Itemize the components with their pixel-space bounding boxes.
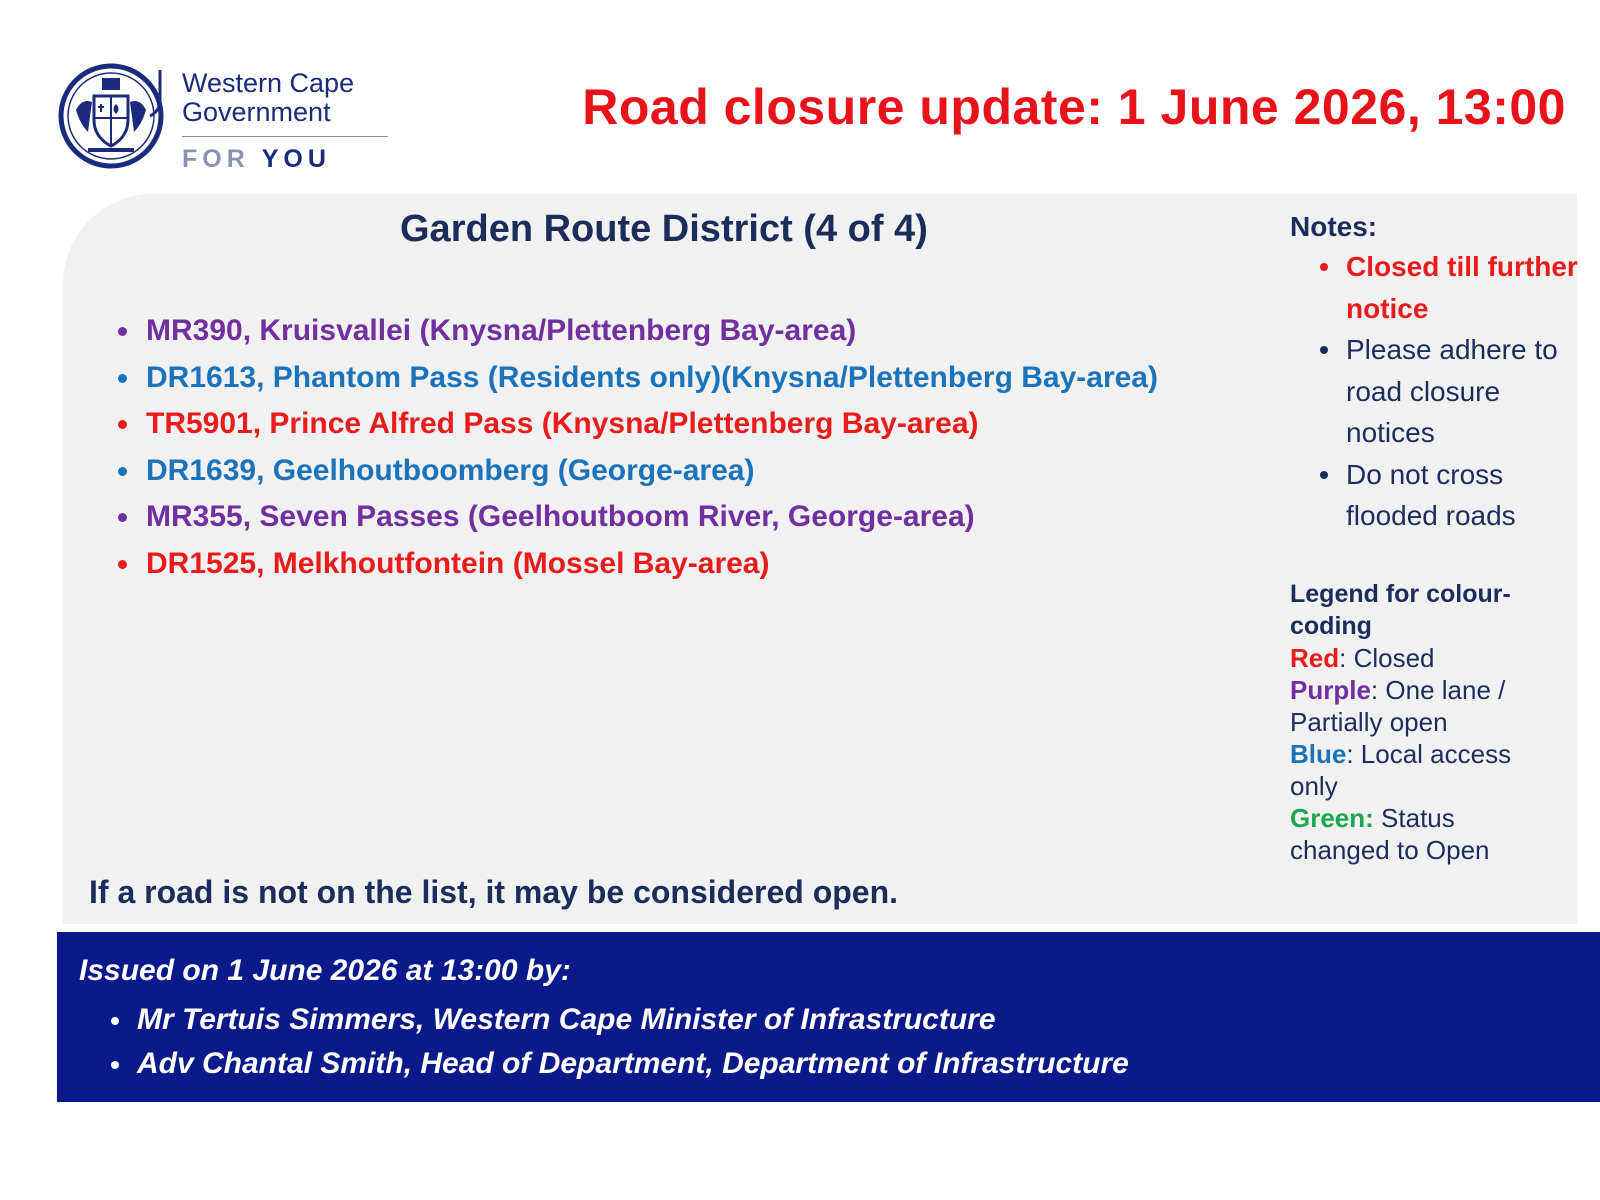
bullet-icon — [1320, 471, 1328, 479]
legend-row-red — [1290, 642, 1560, 674]
notes-section — [1290, 208, 1580, 537]
legend-key: Green — [1290, 803, 1366, 833]
road-text: DR1639, Geelhoutboomberg (George-area) — [146, 453, 755, 487]
road-item — [116, 448, 1226, 495]
brand-name-line1: Western Cape — [182, 68, 355, 98]
coat-of-arms-icon — [58, 60, 170, 172]
brand-name-line2: Government — [182, 97, 331, 127]
road-item — [116, 494, 1226, 541]
notes-title: Notes: — [1290, 211, 1378, 242]
note-item — [1290, 246, 1580, 329]
brand-divider — [182, 136, 388, 137]
legend-sep: : — [1370, 675, 1379, 705]
note-item — [1290, 329, 1580, 454]
road-item — [116, 308, 1226, 355]
colour-legend — [1290, 578, 1560, 866]
bullet-icon — [118, 560, 127, 569]
tagline-you: YOU — [261, 145, 331, 173]
notes-list — [1290, 246, 1580, 537]
note-text: Closed till further notice — [1346, 251, 1578, 324]
road-item — [116, 401, 1226, 448]
bullet-icon — [1320, 346, 1328, 354]
issued-heading: Issued on 1 June 2026 at 13:00 by: — [79, 954, 571, 987]
bullet-icon — [1320, 263, 1328, 271]
road-item — [116, 541, 1226, 588]
road-text: DR1525, Melkhoutfontein (Mossel Bay-area) — [146, 546, 770, 580]
legend-value: One lane / Partially open — [1290, 675, 1506, 737]
road-text: DR1613, Phantom Pass (Residents only)(Knysna/Plettenberg Bay-area) — [146, 360, 1158, 394]
legend-title: Legend for colour-coding — [1290, 580, 1511, 640]
open-roads-note: If a road is not on the list, it may be considered open. — [89, 874, 899, 910]
issuer-list — [107, 998, 1129, 1086]
issuer-item — [107, 1042, 1129, 1086]
legend-row-purple — [1290, 674, 1560, 738]
legend-value: Closed — [1346, 643, 1435, 673]
legend-value: Status changed to Open — [1290, 803, 1490, 865]
bullet-icon — [111, 1061, 119, 1069]
legend-sep: : — [1365, 803, 1374, 833]
legend-key: Blue — [1290, 739, 1347, 769]
road-text: MR355, Seven Passes (Geelhoutboom River, George-area) — [146, 500, 975, 533]
page-title: Road closure update: 1 June 2026, 13:00 — [582, 79, 1566, 135]
legend-sep: : — [1339, 643, 1347, 673]
issuer-text: Mr Tertuis Simmers, Western Cape Minister of Infrastructure — [137, 1003, 996, 1036]
issuer-text: Adv Chantal Smith, Head of Department, Department of Infrastructure — [137, 1047, 1129, 1080]
legend-value: Local access only — [1290, 739, 1512, 801]
note-text: Please adhere to road closure notices — [1346, 334, 1558, 448]
legend-row-blue — [1290, 738, 1560, 802]
brand-tagline — [182, 144, 331, 174]
note-text: Do not cross flooded roads — [1346, 458, 1516, 531]
legend-row-green — [1290, 802, 1560, 866]
tagline-for: FOR — [182, 145, 250, 173]
road-item — [116, 355, 1226, 402]
bullet-icon — [118, 327, 127, 336]
issued-banner — [57, 932, 1600, 1102]
road-text: TR5901, Prince Alfred Pass (Knysna/Plettenberg Bay-area) — [146, 407, 979, 440]
western-cape-government-logo — [58, 60, 388, 176]
road-text: MR390, Kruisvallei (Knysna/Plettenberg Bay-area) — [146, 314, 857, 347]
bullet-icon — [111, 1017, 119, 1025]
note-item — [1290, 454, 1580, 537]
bullet-icon — [118, 420, 127, 429]
issuer-item — [107, 998, 1129, 1042]
district-title: Garden Route District (4 of 4) — [400, 208, 928, 250]
road-list — [116, 308, 1226, 587]
legend-sep: : — [1346, 739, 1354, 769]
legend-key: Red — [1290, 643, 1340, 673]
bullet-icon — [118, 467, 127, 476]
legend-key: Purple — [1290, 675, 1371, 705]
bullet-icon — [118, 374, 127, 383]
bullet-icon — [118, 513, 127, 522]
